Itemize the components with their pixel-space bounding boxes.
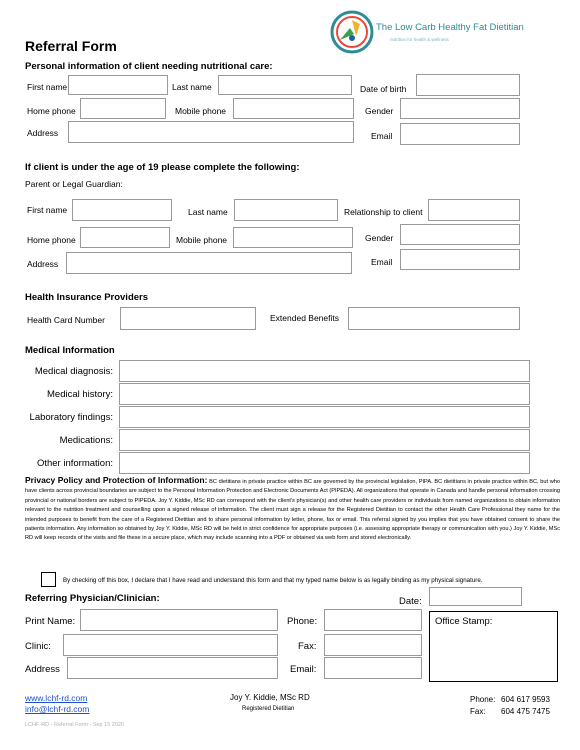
date-field[interactable] [429,587,522,606]
fax-footer-value: 604 475 7475 [501,707,550,716]
logo-plate-icon [330,10,374,54]
print-name-field[interactable] [80,609,278,631]
phone-label: Phone: [287,616,318,627]
email-link[interactable]: info@lchf-rd.com [25,704,90,714]
guardian-email-field[interactable] [400,249,520,270]
gender-label: Gender [365,106,394,116]
last-name-field[interactable] [218,75,352,95]
physician-heading: Referring Physician/Clinician: [25,593,160,604]
lab-findings-field[interactable] [119,406,530,428]
consent-checkbox[interactable] [41,572,56,587]
fax-label: Fax: [298,641,317,652]
dob-label: Date of birth [360,84,407,94]
home-phone-label: Home phone [27,106,76,116]
medical-diagnosis-field[interactable] [119,360,530,382]
insurance-heading: Health Insurance Providers [25,292,149,303]
guardian-gender-field[interactable] [400,224,520,245]
fax-footer-label: Fax: [470,707,486,716]
brand-tagline: nutrition for health & wellness [390,37,449,42]
lab-findings-label: Laboratory findings: [29,412,113,423]
guardian-sub: Parent or Legal Guardian: [25,179,123,189]
home-phone-field[interactable] [80,98,166,119]
clinic-field[interactable] [63,634,278,656]
physician-address-field[interactable] [67,657,278,679]
privacy-heading: Privacy Policy and Protection of Information: [25,475,208,485]
website-link[interactable]: www.lchf-rd.com [25,693,88,703]
privacy-text: BC dietitians in private practice within BC are governed by the provincial legislation, PIPA. BC dietitians in private practice within BC, but who have clients across provincial boundaries are subject to the Personal Information Protection and Electronic Documents Act (PIPEDA). All organizations that operate in Canada and handle personal information crossing provincial or national borders are subject to PIPEDA. Joy Y. Kiddie, MSc RD can correspond with the client's physician(s) and other health care providers or individuals from named organizations to obtain information relevant to the nutrition treatment and counselling upon a signed release of information. The client must sign a release for the Registered Dietitian to contact the other Health Care Professional they name for the intended purposes to benefit from the care of a Registered Dietitian and to share personal information by letter, phone, fax or email. This referral signed by you implies that you have obtained consent to share the patients information. Any information so obtained by Joy Y. Kiddie, MSc RD will be held in strict confidence for appropriate purposes (i.e. assessing appropriate therapy or communication with you.) Joy Y. Kiddie, MSc RD will keep records of the visits and file these in a secure place, which may include scanning into a PDF or obtained via web form and stored electronically. [25,479,561,542]
guardian-mobile-phone-field[interactable] [233,227,353,248]
address-field[interactable] [68,121,354,143]
dietitian-title: Registered Dietitian [242,706,295,712]
document-note: LCHF-RD - Referral Form - Sep 15 2020 [25,722,125,728]
guardian-home-phone-label: Home phone [27,235,76,245]
medical-history-field[interactable] [119,383,530,405]
dob-field[interactable] [416,74,520,96]
guardian-last-name-field[interactable] [234,199,338,221]
mobile-phone-field[interactable] [233,98,354,119]
medications-label: Medications: [59,435,113,446]
office-stamp-label: Office Stamp: [435,616,493,627]
guardian-first-name-label: First name [27,205,68,215]
health-card-field[interactable] [120,307,256,330]
gender-field[interactable] [400,98,520,119]
physician-address-label: Address [25,664,60,675]
phone-field[interactable] [324,609,422,631]
guardian-email-label: Email [371,257,393,267]
fax-field[interactable] [324,634,422,656]
guardian-last-name-label: Last name [188,207,228,217]
other-info-label: Other information: [36,458,113,469]
medical-diagnosis-label: Medical diagnosis: [34,366,113,377]
address-label: Address [27,128,59,138]
phone-footer-label: Phone: [470,695,496,704]
first-name-field[interactable] [68,75,168,95]
last-name-label: Last name [172,82,212,92]
mobile-phone-label: Mobile phone [175,106,227,116]
privacy-section [25,476,560,544]
brand-name: The Low Carb Healthy Fat Dietitian [376,22,524,33]
email-field[interactable] [400,123,520,145]
date-label: Date: [399,596,422,607]
extended-benefits-field[interactable] [348,307,520,330]
guardian-first-name-field[interactable] [72,199,172,221]
medical-heading: Medical Information [25,345,115,356]
guardian-heading: If client is under the age of 19 please complete the following: [25,162,300,173]
physician-email-label: Email: [290,664,317,675]
logo [330,10,570,58]
page-title: Referral Form [25,38,117,54]
phone-footer-value: 604 617 9593 [501,695,550,704]
relationship-field[interactable] [428,199,520,221]
guardian-mobile-phone-label: Mobile phone [176,235,228,245]
extended-benefits-label: Extended Benefits [270,313,339,323]
other-info-field[interactable] [119,452,530,474]
guardian-home-phone-field[interactable] [80,227,170,248]
relationship-label: Relationship to client [344,207,423,217]
medications-field[interactable] [119,429,530,451]
guardian-gender-label: Gender [365,233,394,243]
print-name-label: Print Name: [25,616,76,627]
clinic-label: Clinic: [25,641,51,652]
medical-history-label: Medical history: [47,389,113,400]
email-label: Email [371,131,393,141]
guardian-address-label: Address [27,259,59,269]
first-name-label: First name [27,82,68,92]
personal-heading: Personal information of client needing nutritional care: [25,61,273,72]
physician-email-field[interactable] [324,657,422,679]
dietitian-name: Joy Y. Kiddie, MSc RD [230,693,310,702]
consent-checkbox-label: By checking off this box, I declare that I have read and understand this form and that my typed name below is as legally binding as my physical signature. [63,577,483,584]
health-card-label: Health Card Number [27,315,105,325]
guardian-address-field[interactable] [66,252,352,274]
